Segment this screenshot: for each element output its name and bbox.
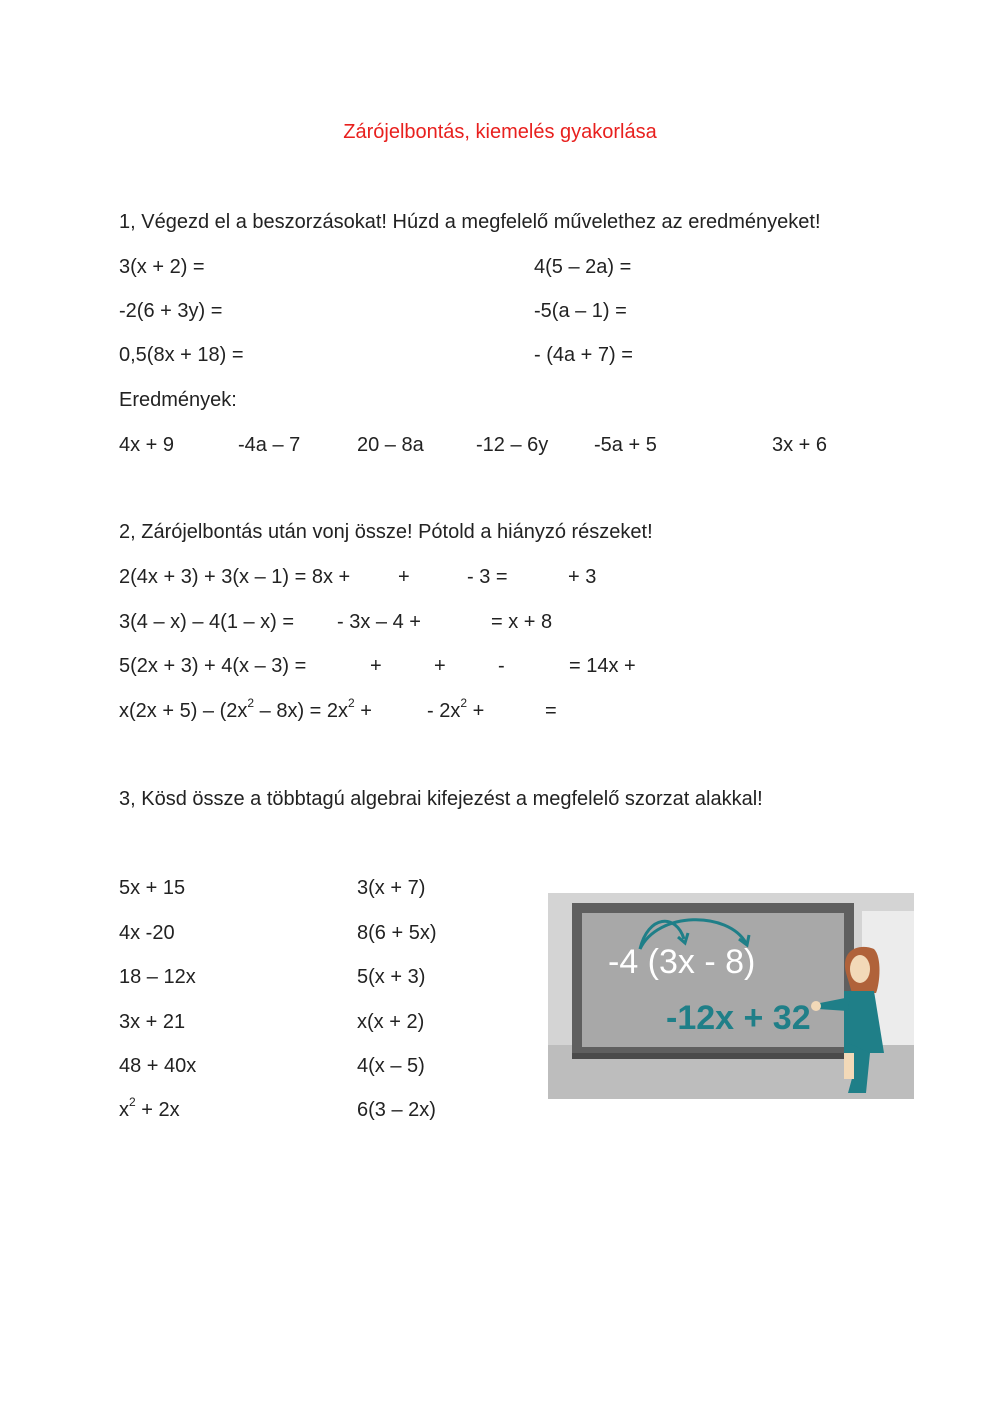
product-item[interactable]: x(x + 2) [357,1011,425,1033]
task1-expression: -5(a – 1) = [534,300,627,322]
task2-line2-expression: 3(4 – x) – 4(1 – x) = [119,611,295,633]
board-expression: -4 (3x - 8) [608,943,756,981]
task2-line3-term: + [434,655,446,677]
task2-line3-term: = 14x + [569,655,636,677]
task2-line3-term: + [370,655,382,677]
task3-heading: 3, Kösd össze a többtagú algebrai kifejezést a megfelelő szorzat alakkal! [119,788,763,810]
polynomial-item[interactable]: 4x -20 [119,922,175,944]
result-item[interactable]: -12 – 6y [476,434,549,456]
task1-expression: 0,5(8x + 18) = [119,344,244,366]
task2-line3-term: - [498,655,505,677]
product-item[interactable]: 4(x – 5) [357,1055,425,1077]
result-item[interactable]: -4a – 7 [238,434,301,456]
polynomial-item[interactable]: 48 + 40x [119,1055,197,1077]
polynomial-item[interactable]: 5x + 15 [119,877,186,899]
board-ledge [572,1053,854,1059]
task2-heading: 2, Zárójelbontás után vonj össze! Pótold a hiányzó részeket! [119,521,653,543]
task1-expression: 3(x + 2) = [119,256,205,278]
product-item[interactable]: 8(6 + 5x) [357,922,437,944]
task1-expression: - (4a + 7) = [534,344,633,366]
task2-line1-term: + [398,566,410,588]
task2-line4-expression: $x(2x + 5) - (2x^2 - 8x) = 2x^2$ + [119,696,372,722]
product-item[interactable]: 5(x + 3) [357,966,426,988]
results-label: Eredmények: [119,389,237,411]
task1-expression: -2(6 + 3y) = [119,300,223,322]
result-item[interactable]: 4x + 9 [119,434,175,456]
result-item[interactable]: -5a + 5 [594,434,657,456]
page-title: Zárójelbontás, kiemelés gyakorlása [343,121,657,143]
polynomial-item[interactable]: 18 – 12x [119,966,196,988]
task2-line3-expression: 5(2x + 3) + 4(x – 3) = [119,655,307,677]
result-item[interactable]: 20 – 8a [357,434,424,456]
task2-line4-term: - $2x^2$ + [427,696,485,722]
task2-line2-term: - 3x – 4 + [337,611,421,633]
task2-line2-term: = x + 8 [491,611,553,633]
product-item[interactable]: 6(3 – 2x) [357,1099,436,1121]
task2-line4-term: = [545,700,557,722]
polynomial-item[interactable]: 3x + 21 [119,1011,186,1033]
task2-line1-term: - 3 = [467,566,508,588]
teacher-chalkboard-illustration [548,893,914,1099]
board-result: -12x + 32 [666,999,811,1037]
result-item[interactable]: 3x + 6 [772,434,828,456]
task2-line1-term: + 3 [568,566,597,588]
task2-line1-expression: 2(4x + 3) + 3(x – 1) = 8x + [119,566,351,588]
product-item[interactable]: 3(x + 7) [357,877,426,899]
polynomial-item[interactable]: $x^2 + 2x$ [119,1095,180,1121]
task1-expression: 4(5 – 2a) = [534,256,632,278]
task1-heading: 1, Végezd el a beszorzásokat! Húzd a megfelelő művelethez az eredményeket! [119,211,821,233]
